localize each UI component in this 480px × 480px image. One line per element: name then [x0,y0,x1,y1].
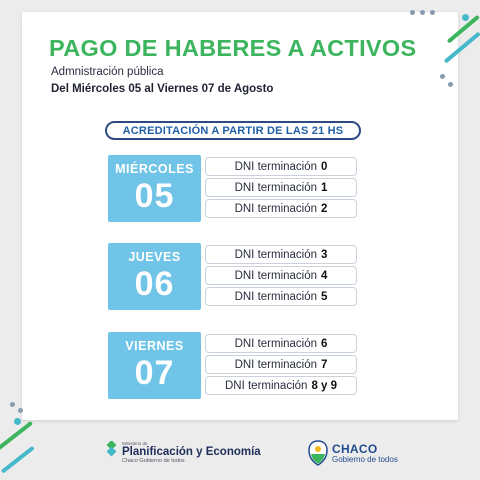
day-box-thursday [108,243,201,310]
dni-ending: 4 [321,269,328,282]
ministry-logo-icon [104,441,120,462]
dni-ending: 8 y 9 [311,379,338,392]
ministry-name: Planificación y Economía [122,446,261,458]
day-box-friday [108,332,201,399]
dni-ending: 2 [321,202,328,215]
accreditation-banner: ACREDITACIÓN A PARTIR DE LAS 21 HS [105,121,361,140]
dni-label: DNI terminación [234,337,318,350]
chaco-sub: Gobierno de todos [332,455,398,464]
dni-row [205,355,357,374]
dni-ending: 1 [321,181,328,194]
chaco-logo-text [332,443,398,464]
dni-label: DNI terminación [224,379,308,392]
day-box-wednesday [108,155,201,222]
chaco-name: CHACO [332,442,378,456]
chaco-shield-icon [307,440,329,471]
dni-label: DNI terminación [234,290,318,303]
dni-ending: 0 [321,160,328,173]
dni-row [205,199,357,218]
day-number: 07 [134,354,175,392]
dni-row [205,287,357,306]
dni-label: DNI terminación [234,181,318,194]
dni-label: DNI terminación [234,160,318,173]
ministry-logo-text [122,441,261,464]
dni-label: DNI terminación [234,358,318,371]
date-range: Del Miércoles 05 al Viernes 07 de Agosto [51,83,274,95]
dni-label: DNI terminación [234,248,318,261]
dni-row [205,266,357,285]
dni-row [205,178,357,197]
ministry-prefix: Ministerio de [122,441,148,446]
dni-list-wednesday [205,157,357,220]
day-name: JUEVES [128,250,181,264]
dni-ending: 3 [321,248,328,261]
dni-row [205,376,357,395]
day-name: VIERNES [125,339,184,353]
page-title: PAGO DE HABERES A ACTIVOS [49,35,417,61]
ministry-sub: Chaco Gobierno de todos [122,458,185,464]
dni-ending: 6 [321,337,328,350]
dni-ending: 5 [321,290,328,303]
dni-list-thursday [205,245,357,308]
day-number: 06 [134,265,175,303]
dni-list-friday [205,334,357,397]
page-subtitle: Admnistración pública [51,66,164,78]
dni-label: DNI terminación [234,202,318,215]
day-name: MIÉRCOLES [115,162,194,176]
dni-row [205,157,357,176]
dni-row [205,245,357,264]
dni-label: DNI terminación [234,269,318,282]
dni-row [205,334,357,353]
day-number: 05 [134,177,175,215]
dni-ending: 7 [321,358,328,371]
